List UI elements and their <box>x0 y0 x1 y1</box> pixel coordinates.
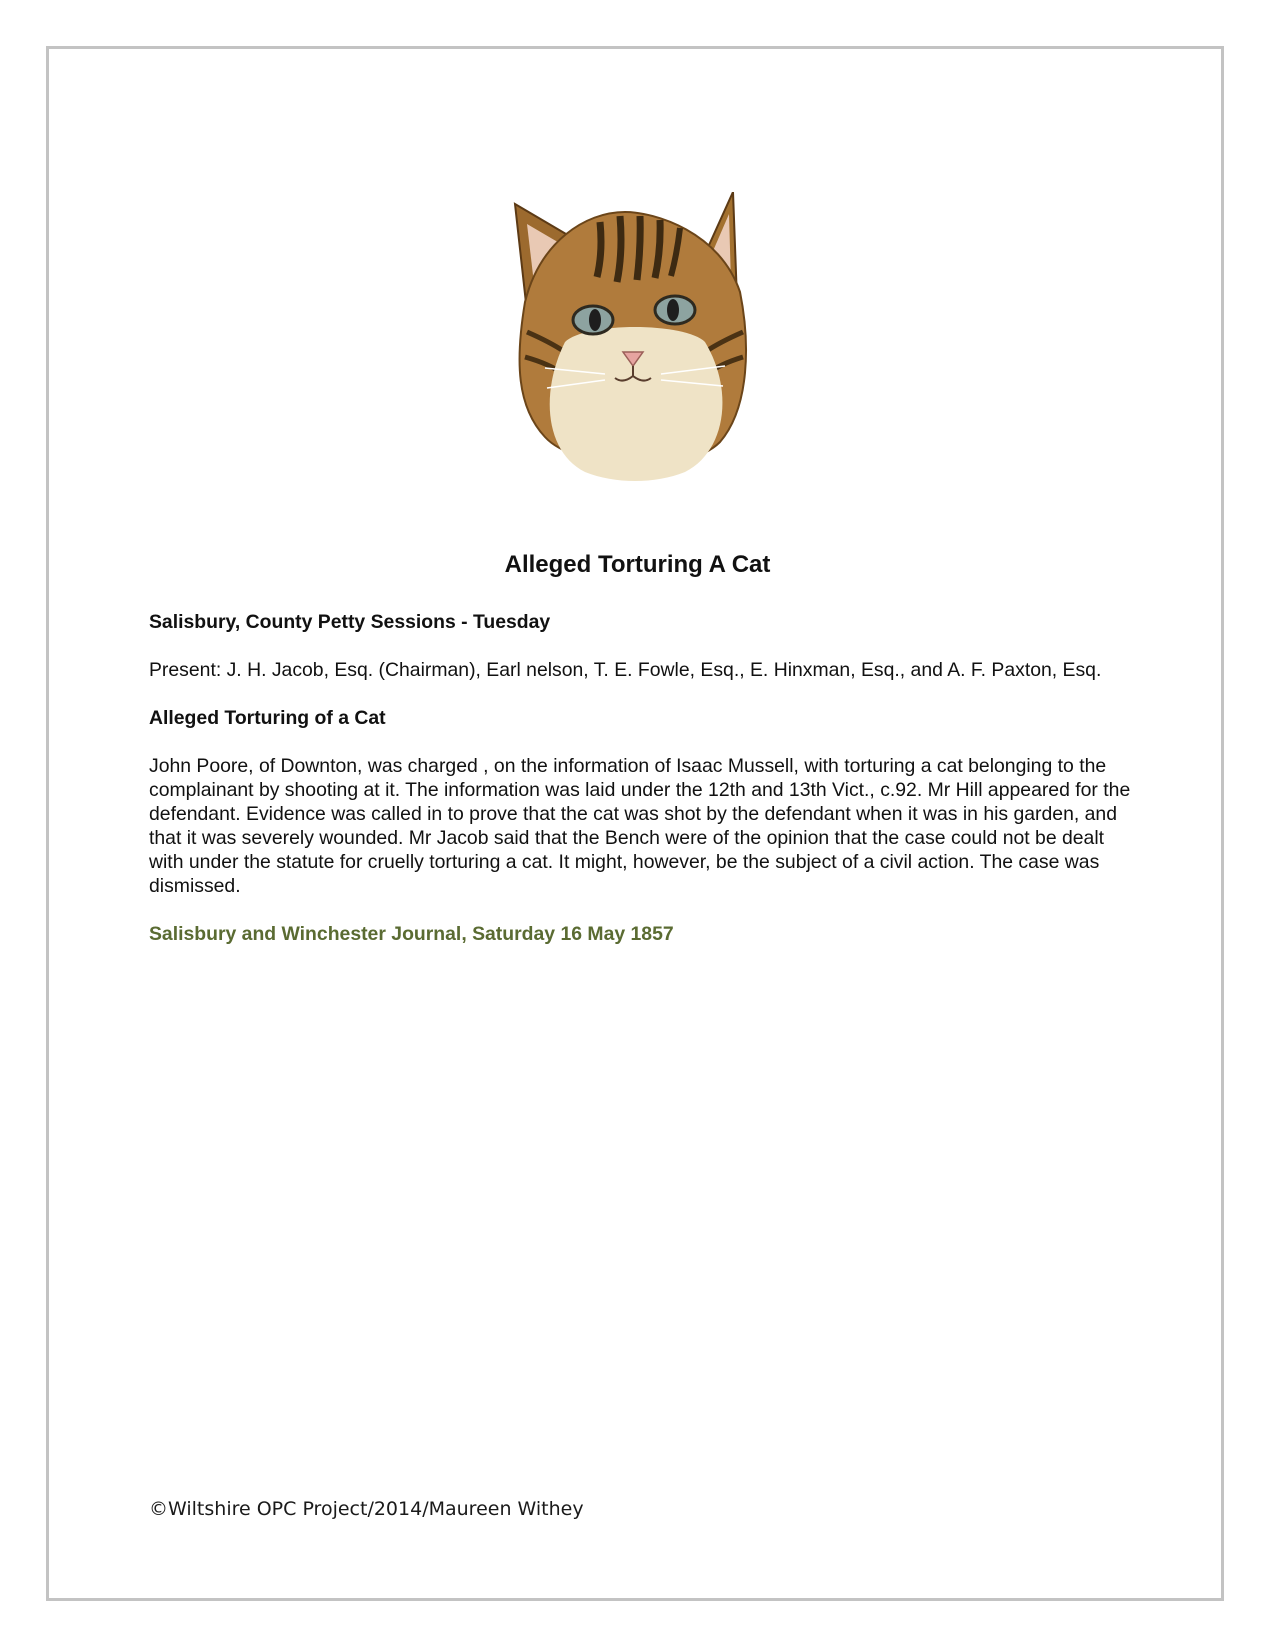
present-paragraph: Present: J. H. Jacob, Esq. (Chairman), Earl nelson, T. E. Fowle, Esq., E. Hinxman, Esq., and A. F. Paxton, Esq. <box>149 659 1102 681</box>
case-heading: Alleged Torturing of a Cat <box>149 707 386 729</box>
copyright-footer: ©Wiltshire OPC Project/2014/Maureen Withey <box>149 1498 584 1520</box>
article-content <box>149 610 1139 970</box>
session-heading: Salisbury, County Petty Sessions - Tuesday <box>149 611 551 633</box>
page-title: Alleged Torturing A Cat <box>504 551 771 578</box>
tabby-cat-illustration <box>505 192 765 482</box>
source-citation: Salisbury and Winchester Journal, Saturday 16 May 1857 <box>149 923 674 945</box>
case-body-paragraph: John Poore, of Downton, was charged , on the information of Isaac Mussell, with torturing a cat belonging to the complainant by shooting at it. The information was laid under the 12th and 13th Vict., c.92. Mr Hill appeared for the defendant. Evidence was called in to prove that the cat was shot by the defendant when it was in his garden, and that it was severely wounded. Mr Jacob said that the Bench were of the opinion that the case could not be dealt with under the statute for cruelly torturing a cat. It might, however, be the subject of a civil action. The case was dismissed. <box>149 755 1131 897</box>
